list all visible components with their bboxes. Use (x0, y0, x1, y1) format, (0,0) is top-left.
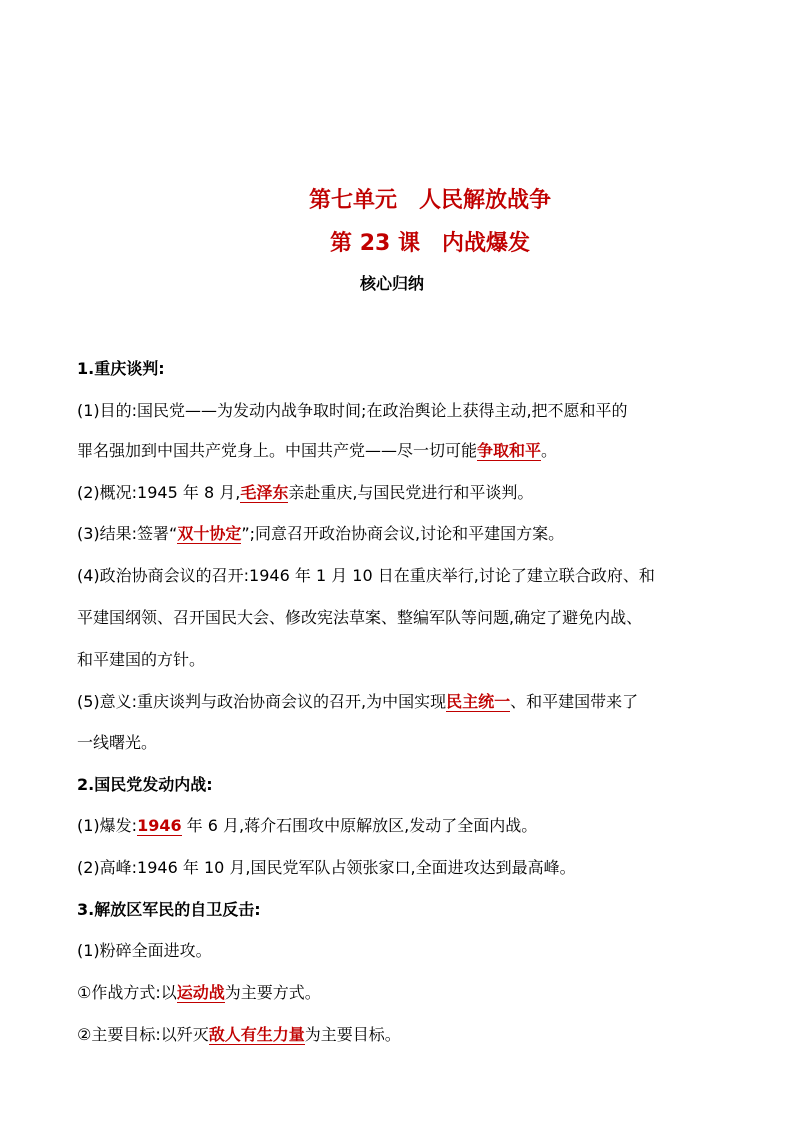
s1-paragraph-2 (77, 480, 737, 506)
s1-paragraph-4-line-2: 平建国纲领、召开国民大会、修改宪法草案、整编军队等问题,确定了避免内战、 (77, 608, 643, 627)
text-run: ②主要目标:以歼灭 (77, 1025, 209, 1044)
s3-paragraph-2 (77, 980, 737, 1006)
lesson-title: 第 23 课 内战爆发 (330, 231, 530, 256)
key-term: 1946 (137, 816, 182, 835)
text-run: 年 6 月,蒋介石围攻中原解放区,发动了全面内战。 (181, 816, 538, 835)
text-run: 亲赴重庆,与国民党进行和平谈判。 (288, 483, 534, 502)
text-run: (3)结果:签署“ (77, 524, 178, 543)
key-term: 毛泽东 (240, 483, 289, 502)
key-term: 双十协定 (177, 524, 242, 543)
s1-paragraph-1-line-2 (77, 438, 737, 464)
text-run: ①作战方式:以 (77, 983, 177, 1002)
text-run: 、和平建国带来了 (510, 692, 639, 711)
section-1-heading: 1.重庆谈判: (77, 359, 165, 378)
s3-paragraph-3 (77, 1022, 737, 1048)
key-term: 民主统一 (446, 692, 511, 711)
key-term: 运动战 (176, 983, 225, 1002)
s1-paragraph-1-line-1: (1)目的:国民党——为发动内战争取时间;在政治舆论上获得主动,把不愿和平的 (77, 401, 628, 420)
section-2-heading: 2.国民党发动内战: (77, 775, 213, 794)
s1-paragraph-3 (77, 521, 737, 547)
s1-paragraph-4-line-3: 和平建国的方针。 (77, 650, 206, 669)
unit-title: 第七单元 人民解放战争 (308, 188, 551, 213)
s1-paragraph-5-line-2: 一线曙光。 (77, 733, 158, 752)
s1-paragraph-5-line-1 (77, 689, 737, 715)
s3-paragraph-1: (1)粉碎全面进攻。 (77, 941, 212, 960)
key-term: 敌人有生力量 (208, 1025, 305, 1044)
key-term: 争取和平 (477, 441, 542, 460)
text-run: (1)爆发: (77, 816, 138, 835)
section-title: 核心归纳 (360, 274, 425, 293)
text-run: (2)概况:1945 年 8 月, (77, 483, 241, 502)
text-run: 为主要方式。 (224, 983, 321, 1002)
s2-paragraph-1 (77, 813, 737, 839)
text-run: 罪名强加到中国共产党身上。中国共产党——尽一切可能 (77, 441, 478, 460)
s1-paragraph-4-line-1: (4)政治协商会议的召开:1946 年 1 月 10 日在重庆举行,讨论了建立联合政府、和 (77, 566, 655, 585)
s2-paragraph-2: (2)高峰:1946 年 10 月,国民党军队占领张家口,全面进攻达到最高峰。 (77, 858, 576, 877)
text-run: 为主要目标。 (304, 1025, 401, 1044)
text-run: 。 (541, 441, 558, 460)
text-run: ”;同意召开政治协商会议,讨论和平建国方案。 (241, 524, 565, 543)
text-run: (5)意义:重庆谈判与政治协商会议的召开,为中国实现 (77, 692, 447, 711)
section-3-heading: 3.解放区军民的自卫反击: (77, 900, 261, 919)
